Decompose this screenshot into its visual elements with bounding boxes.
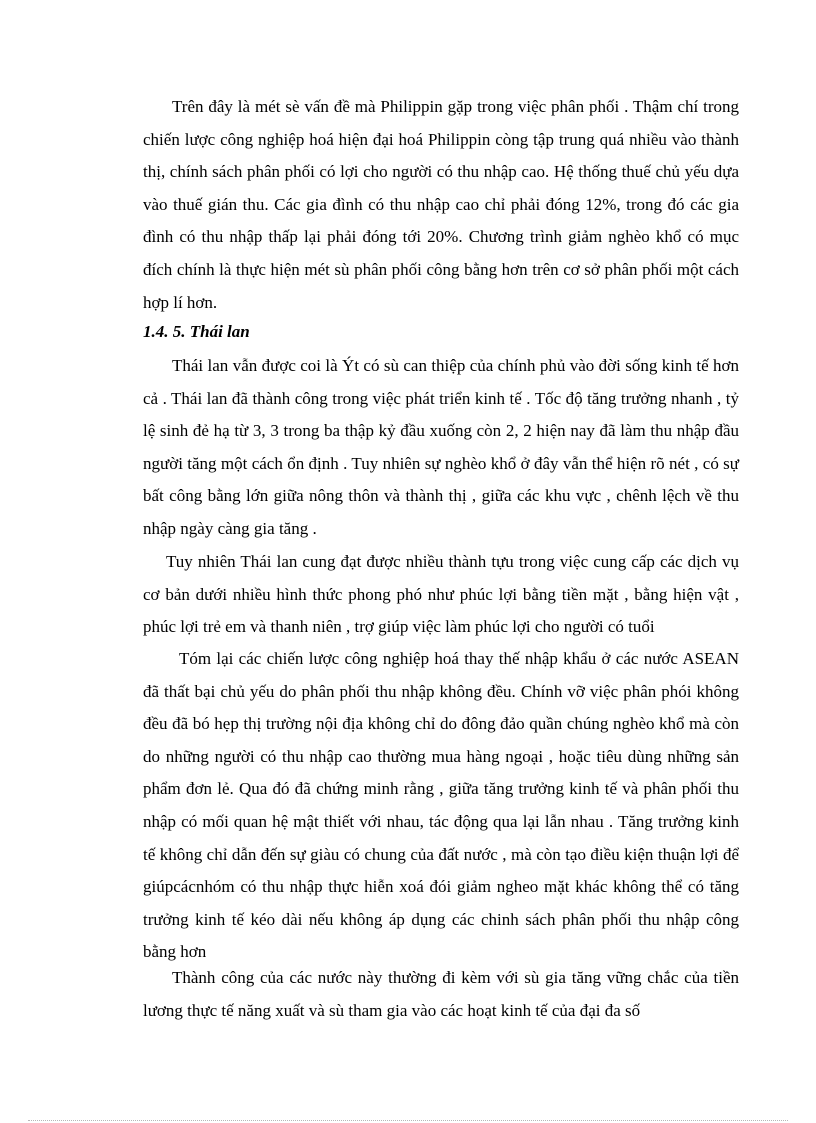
paragraph-thailand-intro: Thái lan vẫn được coi là Ýt có sù can thiệp của chính phủ vào đời sống kinh tế hơn cả . Thái lan đã thành công trong việc phát triển kinh tế . Tốc độ tăng trưởng nhanh , tỷ lệ sinh đẻ hạ từ 3, 3 trong ba thập kỷ đầu xuống còn 2, 2 hiện nay đã làm thu nhập đầu người tăng một cách ổn định . Tuy nhiên sự nghèo khổ ở đây vẫn thể hiện rõ nét , có sự bất công bằng lớn giữa nông thôn và thành thị , giữa các khu vực , chênh lệch về thu nhập ngày càng gia tăng . xyxy=(143,356,739,538)
page-bottom-divider xyxy=(28,1120,788,1121)
section-heading-thailand: 1.4. 5. Thái lan xyxy=(143,322,250,341)
paragraph-philippines-distribution: Trên đây là mét sè vấn đề mà Philippin gặp trong việc phân phối . Thậm chí trong chiến lược công nghiệp hoá hiện đại hoá Philippin còng tập trung quá nhiều vào thành thị, chính sách phân phối có lợi cho người có thu nhập cao. Hệ thống thuế chủ yếu dựa vào thuế gián thu. Các gia đình có thu nhập cao chỉ phải đóng 12%, trong đó các gia đình có thu nhập thấp lại phải đóng tới 20%. Chương trình giảm nghèo khổ có mục đích chính là thực hiện mét sù phân phối công bằng hơn trên cơ sở phân phối một cách hợp lí hơn. xyxy=(143,97,739,312)
paragraph-thailand-services: Tuy nhiên Thái lan cung đạt được nhiều thành tựu trong việc cung cấp các dịch vụ cơ bản dưới nhiều hình thức phong phó như phúc lợi bằng tiền mặt , bằng hiện vật , phúc lợi trẻ em và thanh niên , trợ giúp việc làm phúc lợi cho người có tuổi xyxy=(143,552,739,637)
paragraph-asean-summary: Tóm lại các chiến lược công nghiệp hoá thay thế nhập khẩu ở các nước ASEAN đã thất bại chủ yếu do phân phối thu nhập không đều. Chính vỡ việc phân phói không đều đã bó hẹp thị trường nội địa không chỉ do đông đảo quần chúng nghèo khổ mà còn do những người có thu nhập cao thường mua hàng ngoại , hoặc tiêu dùng những sản phẩm đơn lẻ. Qua đó đã chứng minh rằng , giữa tăng trưởng kinh tế và phân phối thu nhập có mối quan hệ mật thiết với nhau, tác động qua lại lẫn nhau . Tăng trưởng kinh tế không chỉ dẫn đến sự giàu có chung của đất nước , mà còn tạo điều kiện thuận lợi để giúpcácnhóm có thu nhập thực hiễn xoá đói giảm ngheo mặt khác không thể có tăng trưởng kinh tế kéo dài nếu không áp dụng các chinh sách phân phối thu nhập công bằng hơn xyxy=(143,649,739,962)
paragraph-success-factors: Thành công của các nước này thường đi kèm với sù gia tăng vững chắc của tiền lương thực tế năng xuất và sù tham gia vào các hoạt kinh tế của đại đa số xyxy=(143,968,739,1020)
